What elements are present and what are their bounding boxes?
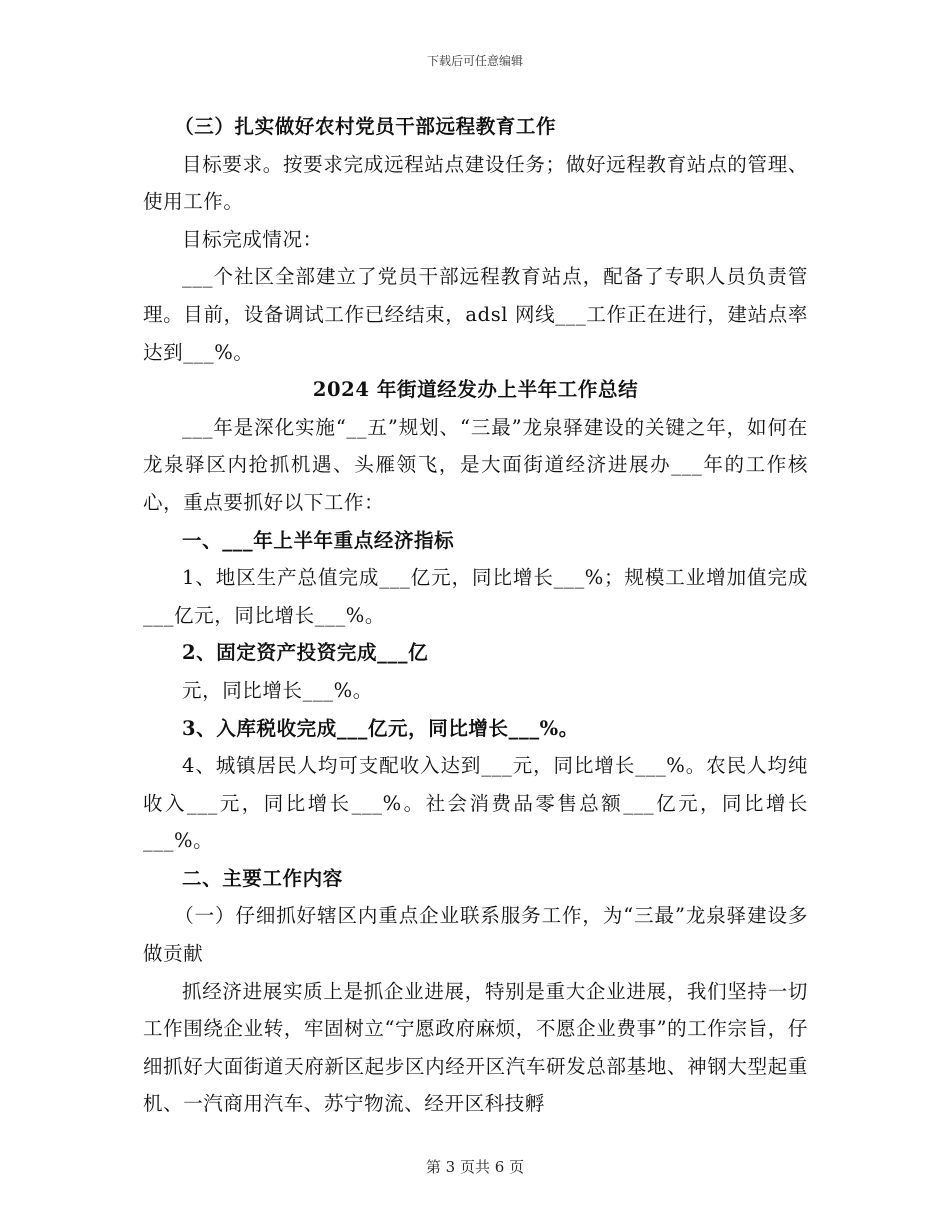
section-heading-main-work: 二、主要工作内容 [182, 866, 343, 890]
document-body [143, 108, 808, 1123]
paragraph-goal-requirements: 目标要求。按要求完成远程站点建设任务；做好远程教育站点的管理、使用工作。 [143, 152, 808, 214]
subsection-heading-enterprise-service: （一）仔细抓好辖区内重点企业联系服务工作，为“三最”龙泉驿建设多做贡献 [143, 904, 808, 966]
page-header: 下载后可任意编辑 [426, 54, 523, 68]
section-heading-key-indicators: 一、___年上半年重点经济指标 [182, 528, 455, 552]
paragraph-goal-status: ___个社区全部建立了党员干部远程教育站点，配备了专职人员负责管理。目前，设备调试工作已经结束，adsl 网线___工作正在进行，建站点率达到___%。 [143, 265, 808, 364]
paragraph-indicator-4: 4、城镇居民人均可支配收入达到___元，同比增长___%。农民人均纯收入___元，同比增长___%。社会消费品零售总额___亿元，同比增长___%。 [143, 754, 808, 853]
section-heading-remote-education: （三）扎实做好农村党员干部远程教育工作 [174, 115, 557, 138]
paragraph-intro: ___年是深化实施“__五”规划、“三最”龙泉驿建设的关键之年，如何在龙泉驿区内抢抓机遇、头雁领飞，是大面街道经济进展办___年的工作核心，重点要抓好以下工作： [143, 415, 808, 514]
paragraph-goal-status-label: 目标完成情况： [182, 227, 323, 251]
paragraph-indicator-1: 1、地区生产总值完成___亿元，同比增长___%；规模工业增加值完成___亿元，同比增长___%。 [143, 566, 808, 627]
paragraph-enterprise-service: 抓经济进展实质上是抓企业进展，特别是重大企业进展，我们坚持一切工作围绕企业转，牢固树立“宁愿政府麻烦，不愿企业费事”的工作宗旨，仔细抓好大面街道天府新区起步区内经开区汽车研发总部基地、神钢大型起重机、一汽商用汽车、苏宁物流、经开区科技孵 [143, 979, 808, 1116]
page-footer: 第 3 页共 6 页 [425, 1158, 525, 1176]
paragraph-indicator-2: 2、固定资产投资完成___亿 [182, 641, 429, 665]
paragraph-indicator-3: 3、入库税收完成___亿元，同比增长___%。 [182, 716, 579, 740]
paragraph-indicator-2-cont: 元，同比增长___%。 [182, 678, 373, 702]
document-title: 2024 年街道经发办上半年工作总结 [312, 378, 639, 402]
